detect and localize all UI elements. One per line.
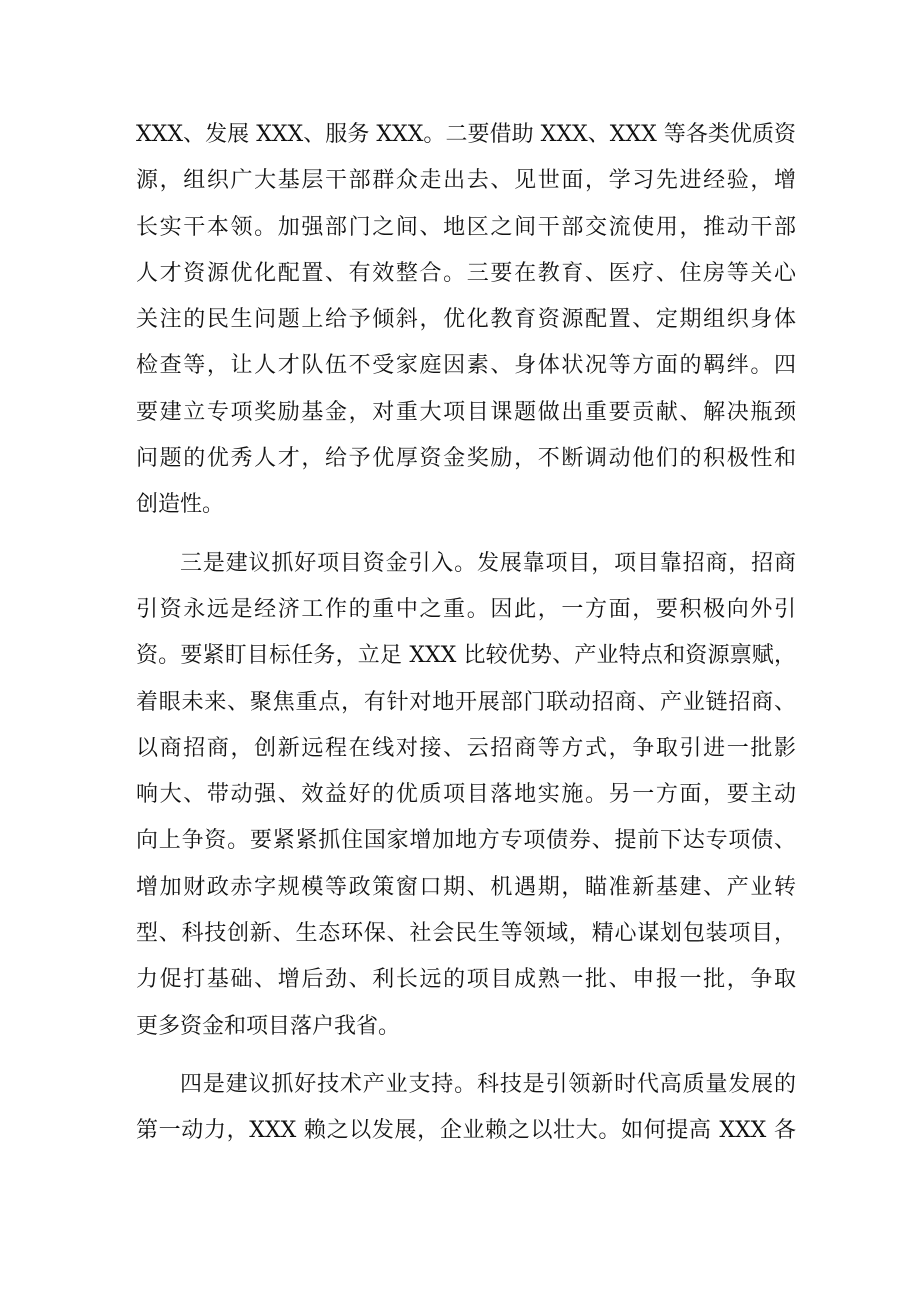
text-line: 三是建议抓好项目资金引入。发展靠项目，项目靠招商，招商 <box>180 550 796 576</box>
paragraph-2 <box>136 541 796 1050</box>
text-line: 资。要紧盯目标任务，立足 XXX 比较优势、产业特点和资源禀赋， <box>136 643 796 669</box>
body-text <box>136 112 796 1155</box>
text-line: 问题的优秀人才，给予优厚资金奖励，不断调动他们的积极性和 <box>136 446 796 472</box>
text-line: 关注的民生问题上给予倾斜，优化教育资源配置、定期组织身体 <box>136 307 796 333</box>
text-line: 人才资源优化配置、有效整合。三要在教育、医疗、住房等关心 <box>136 260 796 286</box>
text-line: 长实干本领。加强部门之间、地区之间干部交流使用，推动干部 <box>136 214 796 240</box>
text-line: 第一动力，XXX 赖之以发展，企业赖之以壮大。如何提高 XXX 各 <box>136 1118 796 1144</box>
text-line: 力促打基础、增后劲、利长远的项目成熟一批、申报一批，争取 <box>136 967 796 993</box>
text-line: 向上争资。要紧紧抓住国家增加地方专项债券、提前下达专项债、 <box>136 828 796 854</box>
text-line: 四是建议抓好技术产业支持。科技是引领新时代高质量发展的 <box>180 1071 796 1097</box>
text-line: 更多资金和项目落户我省。 <box>136 1013 401 1039</box>
paragraph-gap <box>136 1050 796 1062</box>
text-line: 源，组织广大基层干部群众走出去、见世面，学习先进经验，增 <box>136 168 796 194</box>
text-line: 着眼未来、聚焦重点，有针对地开展部门联动招商、产业链招商、 <box>136 689 796 715</box>
paragraph-gap <box>136 529 796 541</box>
text-line: 型、科技创新、生态环保、社会民生等领域，精心谋划包装项目， <box>136 921 796 947</box>
text-line: 增加财政赤字规模等政策窗口期、机遇期，瞄准新基建、产业转 <box>136 874 796 900</box>
text-line: 响大、带动强、效益好的优质项目落地实施。另一方面，要主动 <box>136 782 796 808</box>
text-line: 引资永远是经济工作的重中之重。因此，一方面，要积极向外引 <box>136 596 796 622</box>
text-line: XXX、发展 XXX、服务 XXX。二要借助 XXX、XXX 等各类优质资 <box>136 122 796 147</box>
paragraph-3 <box>136 1062 796 1155</box>
text-line: 要建立专项奖励基金，对重大项目课题做出重要贡献、解决瓶颈 <box>136 399 796 425</box>
text-line: 创造性。 <box>136 492 225 518</box>
paragraph-1 <box>136 112 796 529</box>
text-line: 以商招商，创新远程在线对接、云招商等方式，争取引进一批影 <box>136 735 796 761</box>
text-line: 检查等，让人才队伍不受家庭因素、身体状况等方面的羁绊。四 <box>136 353 796 379</box>
